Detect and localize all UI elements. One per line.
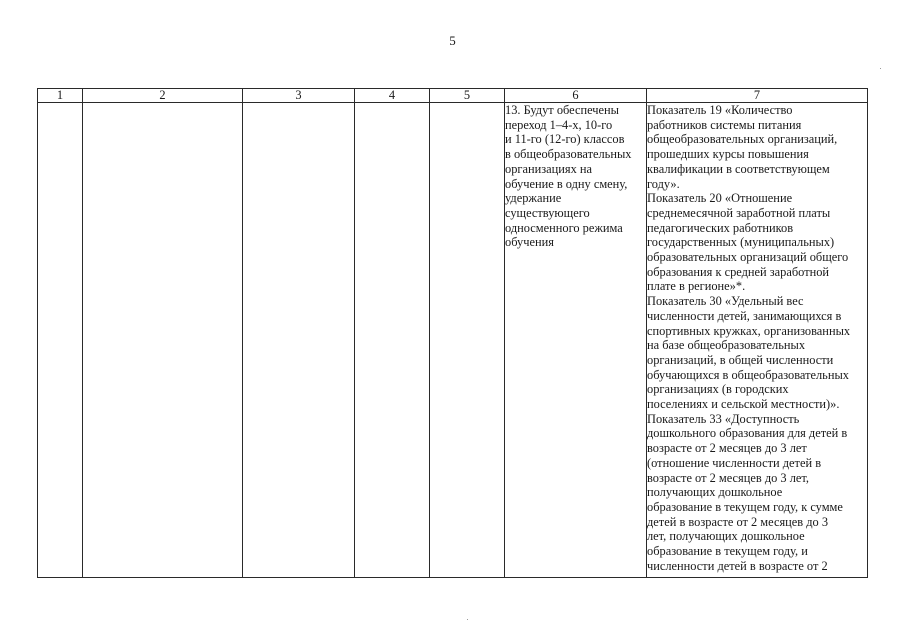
- text-line: Показатель 19 «Количество: [647, 103, 793, 117]
- text-line: педагогических работников: [647, 220, 794, 235]
- text-line: удержание: [505, 191, 562, 206]
- cell-col-4: [355, 103, 430, 578]
- text-line: организациях на: [505, 161, 593, 176]
- cell-col-7: [647, 103, 868, 578]
- text-line: образования к средней заработной: [647, 264, 830, 279]
- text-line: Показатель 20 «Отношение: [647, 191, 793, 206]
- text-line: возрасте от 2 месяцев до 3 лет: [647, 441, 807, 456]
- text-line: образование в текущем году, и: [647, 544, 808, 559]
- text-line: переход 1–4-х, 10-го: [505, 117, 613, 132]
- text-line: в общеобразовательных: [505, 147, 632, 162]
- text-line: обучающихся в общеобразовательных: [647, 367, 849, 382]
- text-line: общеобразовательных организаций,: [647, 132, 838, 147]
- header-col-3: 3: [243, 89, 355, 103]
- text-line: Показатель 33 «Доступность: [647, 411, 800, 426]
- text-line: на базе общеобразовательных: [647, 338, 806, 353]
- page-number: 5: [449, 33, 456, 48]
- text-line: односменного режима: [505, 220, 623, 235]
- text-line: государственных (муниципальных): [647, 235, 835, 250]
- text-line: обучение в одну смену,: [505, 176, 628, 191]
- text-line: работников системы питания: [647, 117, 802, 132]
- text-line: обучения: [505, 235, 554, 250]
- header-col-5: 5: [430, 89, 505, 103]
- text-line: организациях (в городских: [647, 382, 789, 397]
- header-col-6: 6: [505, 89, 647, 103]
- text-line: лет, получающих дошкольное: [647, 529, 805, 544]
- header-col-4: 4: [355, 89, 430, 103]
- scan-speck: [467, 619, 468, 620]
- text-line: среднемесячной заработной платы: [647, 205, 831, 220]
- text-line: Показатель 30 «Удельный вес: [647, 294, 804, 309]
- header-row: [38, 89, 868, 103]
- text-line: 13. Будут обеспечены: [505, 103, 619, 117]
- text-line: году».: [647, 176, 680, 191]
- text-line: и 11-го (12-го) классов: [505, 132, 625, 147]
- cell-col-6: [505, 103, 647, 578]
- scan-speck: [880, 68, 881, 69]
- header-col-7: 7: [647, 89, 868, 103]
- text-line: квалификации в соответствующем: [647, 161, 830, 176]
- document-table: [37, 88, 868, 578]
- text-line: организаций, в общей численности: [647, 352, 834, 367]
- text-line: плате в регионе»*.: [647, 279, 746, 294]
- table-row: [38, 103, 868, 578]
- cell-col-2: [83, 103, 243, 578]
- header-col-2: 2: [83, 89, 243, 103]
- text-line: спортивных кружках, организованных: [647, 323, 851, 338]
- text-line: образование в текущем году, к сумме: [647, 499, 843, 514]
- text-line: численности детей, занимающихся в: [647, 308, 842, 323]
- text-line: поселениях и сельской местности)».: [647, 397, 840, 412]
- text-line: дошкольного образования для детей в: [647, 426, 848, 441]
- header-col-1: 1: [38, 89, 83, 103]
- text-line: численности детей в возрасте от 2: [647, 558, 828, 573]
- text-line: прошедших курсы повышения: [647, 147, 809, 162]
- text-line: образовательных организаций общего: [647, 250, 849, 265]
- cell-col-3: [243, 103, 355, 578]
- cell-col-5: [430, 103, 505, 578]
- text-line: детей в возрасте от 2 месяцев до 3: [647, 514, 829, 529]
- cell-col-1: [38, 103, 83, 578]
- text-line: получающих дошкольное: [647, 485, 783, 500]
- text-line: существующего: [505, 205, 590, 220]
- text-line: возрасте от 2 месяцев до 3 лет,: [647, 470, 809, 485]
- text-line: (отношение численности детей в: [647, 455, 822, 470]
